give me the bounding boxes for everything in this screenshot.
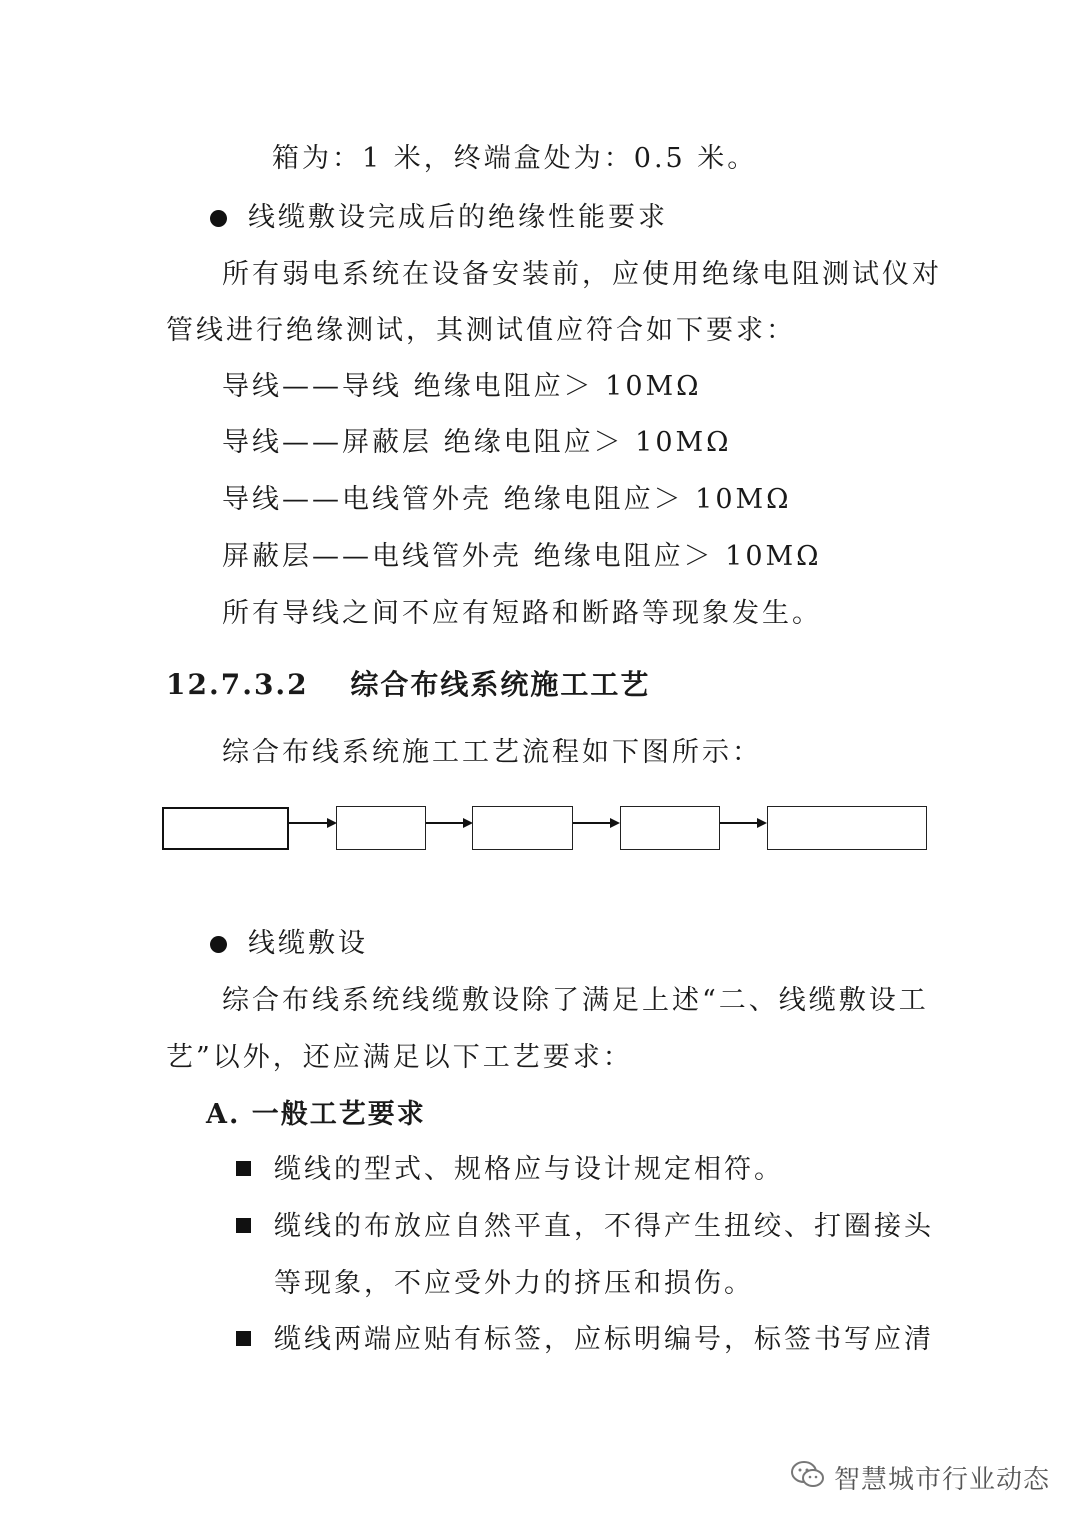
bullet-insulation-title: 线缆敷设完成后的绝缘性能要求 xyxy=(248,202,668,233)
paragraph-insulation-line2: 管线进行绝缘测试，其测试值应符合如下要求： xyxy=(166,315,796,346)
wechat-icon xyxy=(790,1460,826,1494)
text-line-box-distance: 箱为：1 米，终端盒处为：0.5 米。 xyxy=(272,143,758,174)
arrow-head-icon xyxy=(757,818,767,828)
arrow-head-icon xyxy=(610,818,620,828)
flow-arrow xyxy=(720,822,758,824)
paragraph-cabling-line2: 艺”以外，还应满足以下工艺要求： xyxy=(166,1042,633,1073)
flow-arrow xyxy=(289,822,328,824)
bullet-square-icon xyxy=(236,1218,251,1233)
flow-step-box xyxy=(620,806,720,850)
subheading-general-requirements: A. 一般工艺要求 xyxy=(206,1099,426,1130)
flow-step-box xyxy=(767,806,927,850)
bullet-square-icon xyxy=(236,1331,251,1346)
flow-step-box xyxy=(472,806,573,850)
requirement-item: 导线——屏蔽层 绝缘电阻应＞ 10MΩ xyxy=(222,427,732,458)
paragraph-insulation-line1: 所有弱电系统在设备安装前，应使用绝缘电阻测试仪对 xyxy=(222,259,942,290)
requirement-item: 导线——导线 绝缘电阻应＞ 10MΩ xyxy=(222,371,702,402)
bullet-dot-icon xyxy=(210,210,227,227)
flow-step-box xyxy=(162,807,289,850)
bullet-dot-icon xyxy=(210,936,227,953)
requirement-item: 导线——电线管外壳 绝缘电阻应＞ 10MΩ xyxy=(222,484,792,515)
watermark xyxy=(790,1457,1050,1497)
bullet-cable-laying-title: 线缆敷设 xyxy=(248,928,368,959)
paragraph-cabling-line1: 综合布线系统线缆敷设除了满足上述“二、线缆敷设工 xyxy=(222,985,929,1016)
flow-intro-text: 综合布线系统施工工艺流程如下图所示： xyxy=(222,737,762,768)
requirement-item: 屏蔽层——电线管外壳 绝缘电阻应＞ 10MΩ xyxy=(222,541,822,572)
requirement-bullet-text-cont: 等现象，不应受外力的挤压和损伤。 xyxy=(274,1268,754,1299)
requirement-item: 所有导线之间不应有短路和断路等现象发生。 xyxy=(222,598,822,629)
requirement-bullet-text: 缆线的型式、规格应与设计规定相符。 xyxy=(274,1154,784,1185)
flow-arrow xyxy=(426,822,464,824)
flow-arrow xyxy=(573,822,611,824)
section-heading: 12.7.3.2 综合布线系统施工工艺 xyxy=(166,668,651,701)
bullet-square-icon xyxy=(236,1161,251,1176)
watermark-text: 智慧城市行业动态 xyxy=(834,1464,1051,1495)
requirement-bullet-text: 缆线两端应贴有标签，应标明编号，标签书写应清 xyxy=(274,1324,934,1355)
flow-step-box xyxy=(336,806,426,850)
requirement-bullet-text: 缆线的布放应自然平直，不得产生扭绞、打圈接头 xyxy=(274,1211,934,1242)
